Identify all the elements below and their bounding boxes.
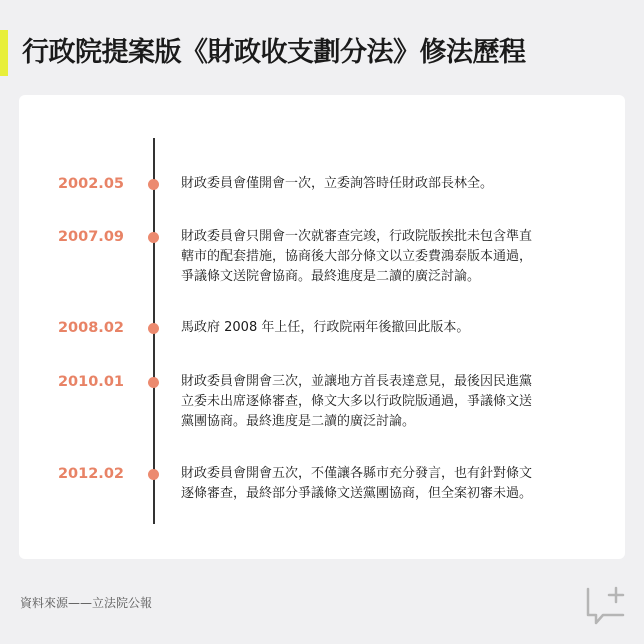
entry-description: 財政委員會只開會一次就審查完竣，行政院版挨批未包含準直 轄市的配套措施，協商後大部分條文以立委費鴻泰版本通過， 爭議條文送院會協商。最終進度是二讀的廣泛討論。 [181, 229, 533, 284]
timeline-dot-icon [148, 179, 159, 190]
entry-year: 2008.02 [57, 320, 124, 336]
entry-year: 2007.09 [57, 229, 124, 245]
timeline-dot-icon [148, 232, 159, 243]
page-title: 行政院提案版《財政收支劃分法》修法歷程 [22, 37, 526, 68]
entry-description: 財政委員會僅開會一次，立委詢答時任財政部長林全。 [181, 176, 494, 191]
entry-description: 財政委員會開會三次，並讓地方首長表達意見，最後因民進黨 立委未出席逐條審查，條文大多以行政院版通過，爭議條文送 黨團協商。最終進度是二讀的廣泛討論。 [181, 374, 533, 429]
source-note: 資料來源——立法院公報 [20, 596, 153, 610]
entry-year: 2010.01 [57, 374, 124, 390]
entry-year: 2012.02 [57, 466, 124, 482]
title-accent-bar [0, 30, 8, 76]
timeline-dot-icon [148, 469, 159, 480]
entry-description: 財政委員會開會五次，不僅讓各縣市充分發言，也有針對條文 逐條審查，最終部分爭議條文送黨團協商，但全案初審未過。 [181, 466, 533, 501]
logo-mark-icon [585, 584, 627, 626]
entry-year: 2002.05 [57, 176, 124, 192]
timeline-dot-icon [148, 377, 159, 388]
entry-description: 馬政府 2008 年上任，行政院兩年後撤回此版本。 [181, 320, 470, 335]
timeline-dot-icon [148, 323, 159, 334]
